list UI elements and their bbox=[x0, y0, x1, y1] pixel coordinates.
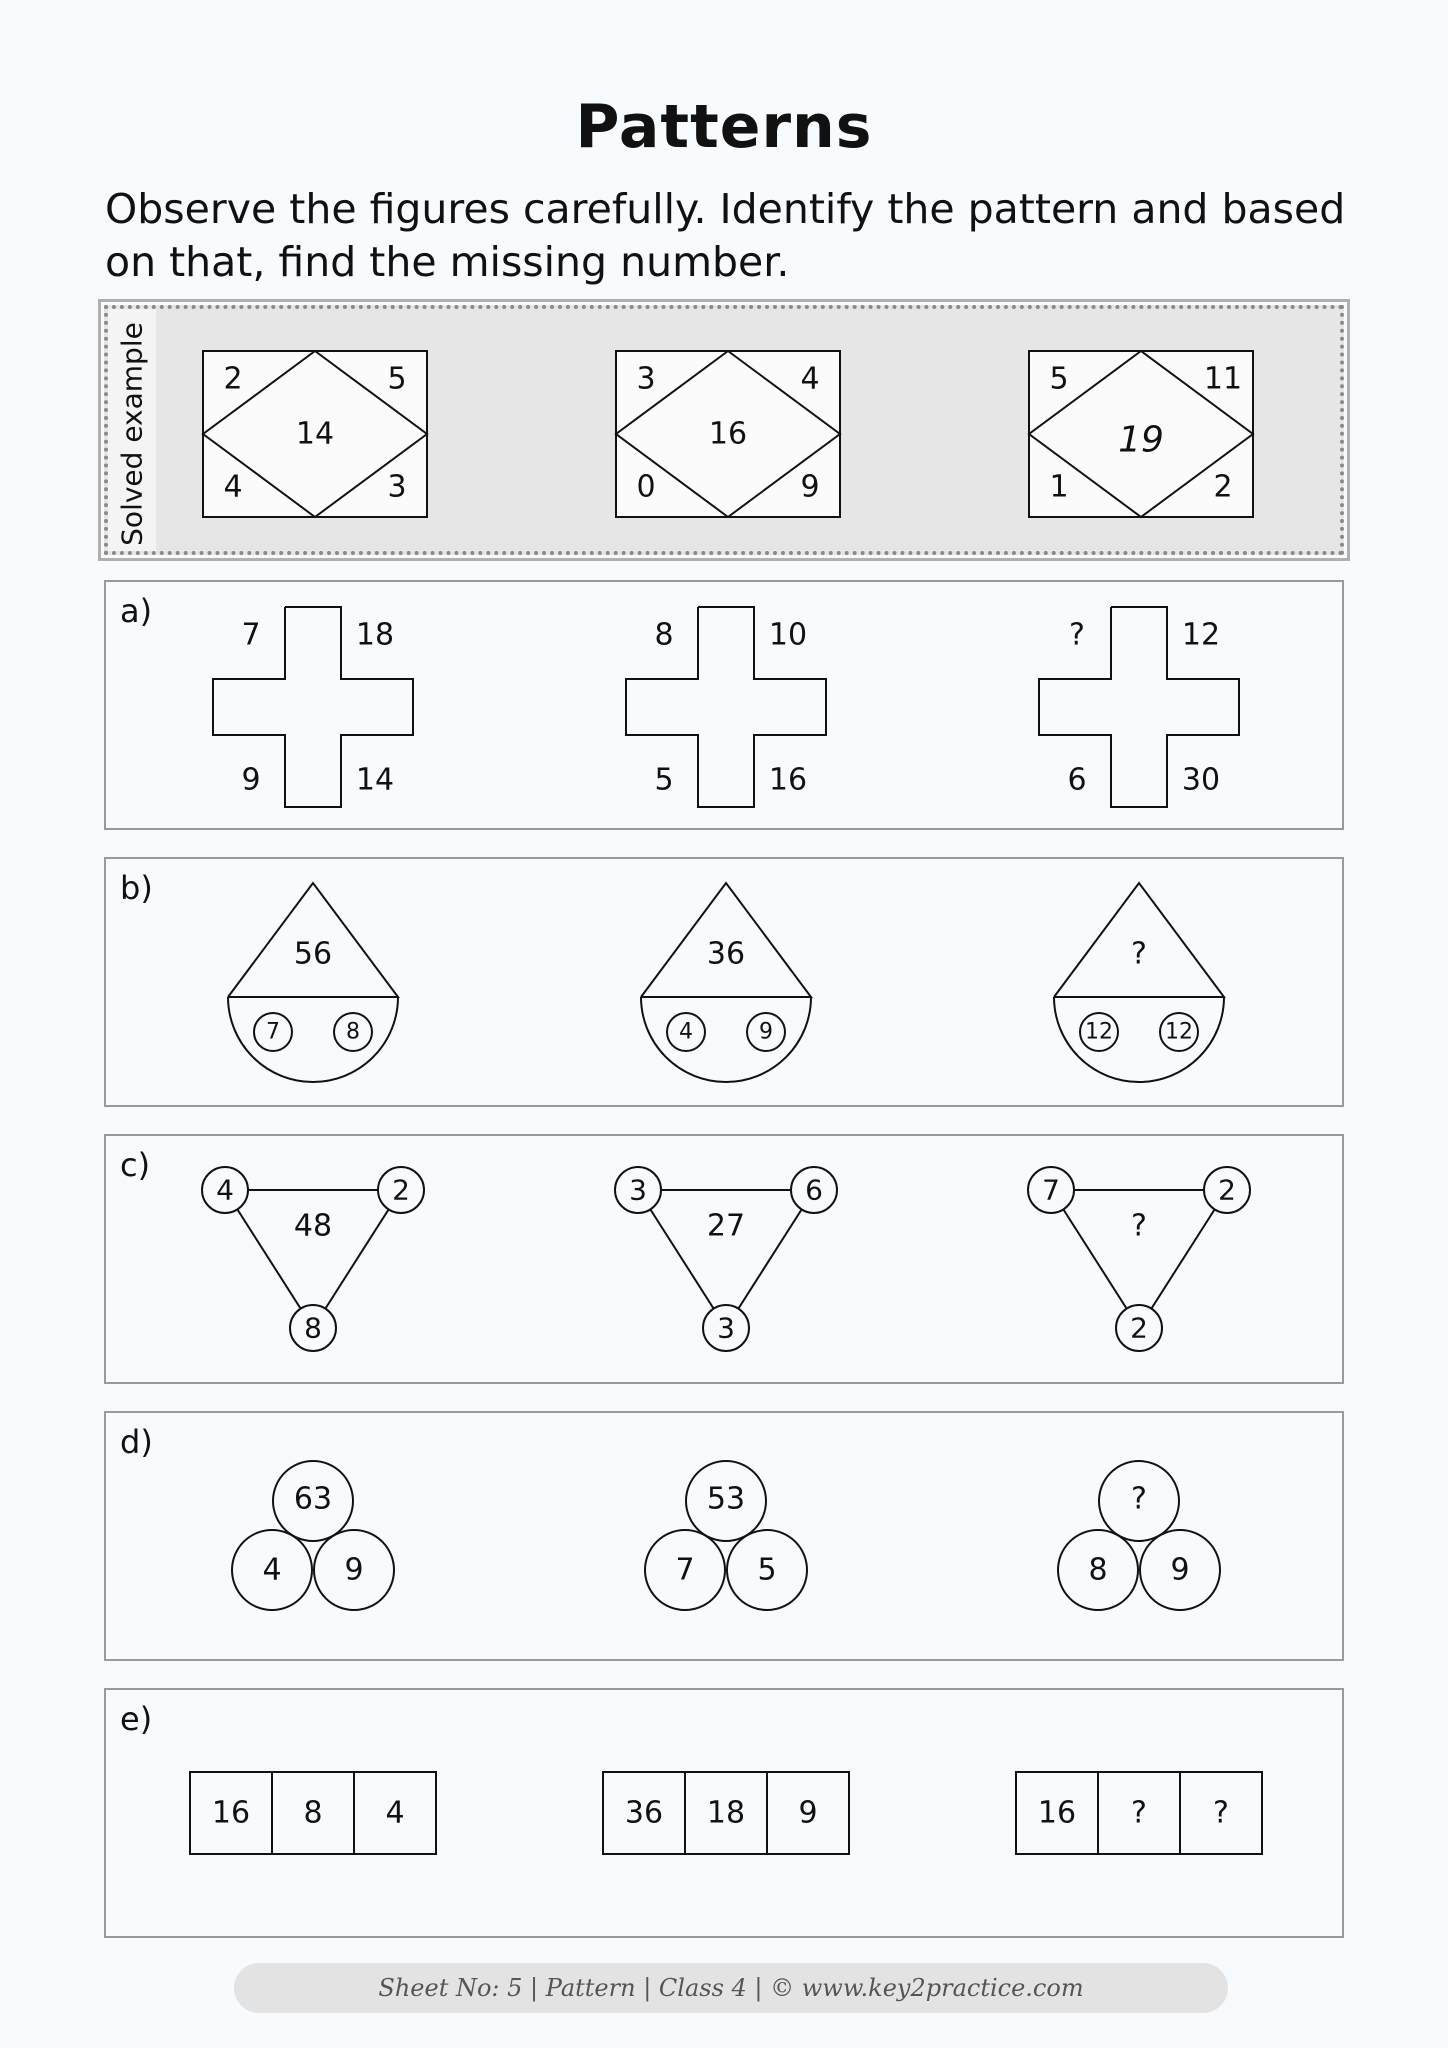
semicircle-bottom bbox=[228, 997, 398, 1082]
problem-c-figures bbox=[106, 1136, 1346, 1386]
problem-letter: d) bbox=[120, 1423, 153, 1461]
semicircle-bottom bbox=[641, 997, 811, 1082]
problem-letter: b) bbox=[120, 869, 153, 907]
top-right-number: 4 bbox=[800, 361, 820, 397]
top-number: 36 bbox=[706, 936, 746, 972]
center-number: ? bbox=[1131, 1208, 1147, 1244]
center-number: 16 bbox=[708, 416, 748, 452]
top-right-number: 10 bbox=[768, 617, 808, 653]
solved-example-panel bbox=[104, 305, 1344, 555]
bottom-right-number: 2 bbox=[1213, 469, 1233, 505]
right-circle-number: 8 bbox=[346, 1019, 360, 1045]
bottom-right-number: 30 bbox=[1181, 762, 1221, 798]
problem-d-figures bbox=[106, 1413, 1346, 1663]
cell-number: 16 bbox=[1037, 1795, 1077, 1831]
problem-a bbox=[104, 580, 1344, 830]
right-circle-number: 12 bbox=[1165, 1019, 1193, 1045]
problem-c bbox=[104, 1134, 1344, 1384]
bottom-right-number: 9 bbox=[800, 469, 820, 505]
page-title: Patterns bbox=[575, 92, 873, 162]
left-circle-number: 7 bbox=[675, 1552, 695, 1588]
cell-number: 36 bbox=[624, 1795, 664, 1831]
bottom-right-number: 14 bbox=[355, 762, 395, 798]
bottom-left-number: 0 bbox=[636, 469, 656, 505]
right-circle-number: 9 bbox=[759, 1019, 773, 1045]
right-vertex-number: 6 bbox=[805, 1173, 823, 1207]
top-left-number: 7 bbox=[241, 617, 261, 653]
left-circle-number: 8 bbox=[1088, 1552, 1108, 1588]
problem-letter: e) bbox=[120, 1700, 153, 1738]
bottom-vertex-number: 8 bbox=[304, 1311, 322, 1345]
top-number: 56 bbox=[293, 936, 333, 972]
bottom-right-number: 16 bbox=[768, 762, 808, 798]
cell-number: ? bbox=[1213, 1795, 1229, 1831]
bottom-left-number: 6 bbox=[1067, 762, 1087, 798]
left-circle-number: 7 bbox=[266, 1019, 280, 1045]
footer: Sheet No: 5 | Pattern | Class 4 | © www.key2practice.com bbox=[234, 1963, 1228, 2013]
top-left-number: 5 bbox=[1049, 361, 1069, 397]
top-circle-number: 53 bbox=[706, 1481, 746, 1517]
cell-number: 8 bbox=[303, 1795, 323, 1831]
top-left-number: 3 bbox=[636, 361, 656, 397]
problem-e-figures bbox=[106, 1690, 1346, 1940]
right-vertex-number: 2 bbox=[392, 1173, 410, 1207]
right-circle-number: 9 bbox=[1170, 1552, 1190, 1588]
top-right-number: 18 bbox=[355, 617, 395, 653]
handwritten-answer: 19 bbox=[1118, 419, 1164, 461]
bottom-left-number: 5 bbox=[654, 762, 674, 798]
bottom-vertex-number: 2 bbox=[1130, 1311, 1148, 1345]
left-vertex-number: 7 bbox=[1042, 1173, 1060, 1207]
top-circle-number: ? bbox=[1131, 1481, 1147, 1517]
top-left-number: 2 bbox=[223, 361, 243, 397]
left-vertex-number: 3 bbox=[629, 1173, 647, 1207]
center-number: 27 bbox=[706, 1208, 746, 1244]
cell-number: ? bbox=[1131, 1795, 1147, 1831]
bottom-left-number: 4 bbox=[223, 469, 243, 505]
top-right-number: 12 bbox=[1181, 617, 1221, 653]
center-number: 48 bbox=[293, 1208, 333, 1244]
problem-letter: a) bbox=[120, 592, 153, 630]
problem-b-figures bbox=[106, 859, 1346, 1109]
solved-example-figures bbox=[108, 309, 1348, 559]
top-left-number: ? bbox=[1069, 617, 1085, 653]
left-circle-number: 4 bbox=[679, 1019, 693, 1045]
left-circle-number: 12 bbox=[1085, 1019, 1113, 1045]
problem-b bbox=[104, 857, 1344, 1107]
top-left-number: 8 bbox=[654, 617, 674, 653]
bottom-right-number: 3 bbox=[387, 469, 407, 505]
problem-a-figures bbox=[106, 582, 1346, 832]
top-number: ? bbox=[1131, 936, 1147, 972]
right-circle-number: 5 bbox=[757, 1552, 777, 1588]
cell-number: 16 bbox=[211, 1795, 251, 1831]
cell-number: 18 bbox=[706, 1795, 746, 1831]
top-circle-number: 63 bbox=[293, 1481, 333, 1517]
problem-letter: c) bbox=[120, 1146, 151, 1184]
top-right-number: 5 bbox=[387, 361, 407, 397]
right-circle-number: 9 bbox=[344, 1552, 364, 1588]
semicircle-bottom bbox=[1054, 997, 1224, 1082]
left-vertex-number: 4 bbox=[216, 1173, 234, 1207]
cell-number: 9 bbox=[798, 1795, 818, 1831]
bottom-vertex-number: 3 bbox=[717, 1311, 735, 1345]
bottom-left-number: 9 bbox=[241, 762, 261, 798]
center-number: 14 bbox=[295, 416, 335, 452]
cell-number: 4 bbox=[385, 1795, 405, 1831]
solved-example-label: Solved example bbox=[115, 322, 149, 546]
problem-d bbox=[104, 1411, 1344, 1661]
bottom-left-number: 1 bbox=[1049, 469, 1069, 505]
right-vertex-number: 2 bbox=[1218, 1173, 1236, 1207]
left-circle-number: 4 bbox=[262, 1552, 282, 1588]
problem-e bbox=[104, 1688, 1344, 1938]
top-right-number: 11 bbox=[1203, 361, 1243, 397]
instructions: Observe the figures carefully. Identify the pattern and based on that, find the missing number. bbox=[105, 185, 1346, 286]
